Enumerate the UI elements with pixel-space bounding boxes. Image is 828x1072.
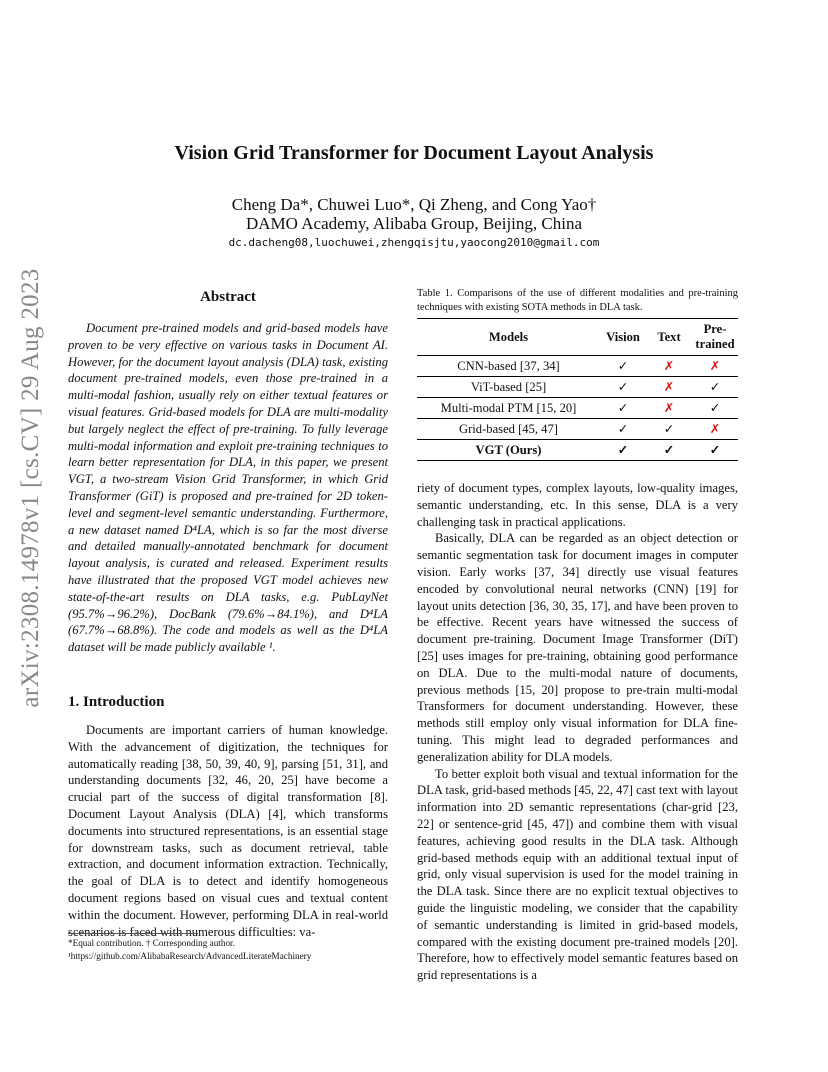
vision-mark: ✓	[600, 419, 646, 440]
emails: dc.dacheng08,luochuwei,zhengqisjtu,yaocong2010@gmail.com	[228, 236, 600, 249]
body-paragraph: Basically, DLA can be regarded as an object detection or semantic segmentation task for document images in computer vision. Early works [37, 34] directly use visual features encoded by convolutional neural networks (CNN) [19] for layout units detection [36, 30, 35, 17], and have been proven to be effective. Recent years have witnessed the success of document pre-training. Document Image Transformer (DiT) [25] uses images for pre-training, obtaining good performance on DLA. Due to the multi-modal nature of documents, previous methods [15, 20] propose to pre-train multi-modal Transformers for document understanding. However, these methods still employ only visual information for DLA fine-tuning. This might lead to degraded performances and generalization ability for DLA models.	[417, 531, 738, 764]
affiliation: DAMO Academy, Alibaba Group, Beijing, China	[245, 214, 582, 233]
comparison-table	[417, 318, 738, 461]
vision-mark: ✓	[600, 356, 646, 377]
pretrained-mark: ✗	[692, 356, 738, 377]
arxiv-sidebar	[10, 268, 52, 708]
right-column-body	[417, 480, 738, 984]
table-row	[417, 440, 738, 461]
intro-text: Documents are important carriers of human knowledge. With the advancement of digitization, the techniques for automatically reading [38, 50, 39, 40, 9], parsing [51, 31], and understanding documents [32, 46, 20, 25] have become a crucial part of the success of digital transformation [8]. Document Layout Analysis (DLA) [4], which transforms documents into structured representations, is an essential stage for downstream tasks, such as document retrieval, table extraction, and document information extraction. Technically, the goal of DLA is to detect and identify homogeneous document regions based on visual cues and textual content within the document. However, performing DLA in real-world scenarios is faced with numerous difficulties: va-	[68, 723, 388, 939]
model-name: VGT (Ours)	[417, 440, 600, 461]
table-row	[417, 419, 738, 440]
abstract-heading: Abstract	[200, 289, 256, 305]
header-vision: Vision	[600, 319, 646, 356]
pretrained-mark: ✓	[692, 440, 738, 461]
footnote-github-link[interactable]: ¹https://github.com/AlibabaResearch/AdvancedLiterateMachinery	[68, 951, 312, 961]
header-text: Text	[646, 319, 692, 356]
pretrained-mark: ✓	[692, 398, 738, 419]
vision-mark: ✓	[600, 398, 646, 419]
vision-mark: ✓	[600, 377, 646, 398]
model-name: Grid-based [45, 47]	[417, 419, 600, 440]
header-models: Models	[417, 319, 600, 356]
paper-title: Vision Grid Transformer for Document Layout Analysis	[174, 142, 654, 164]
text-mark: ✗	[646, 377, 692, 398]
table-row	[417, 398, 738, 419]
table-row	[417, 377, 738, 398]
abstract-text: Document pre-trained models and grid-based models have proven to be very effective on various tasks in Document AI. However, for the document layout analysis (DLA) task, existing document pre-trained models, even those pre-trained in a multi-modal fashion, usually rely on either textual features or visual features. Grid-based models for DLA are multi-modality but largely neglect the effect of pre-training. To fully leverage multi-modal information and exploit pre-training techniques to learn better representation for DLA, in this paper, we present VGT, a two-stream Vision Grid Transformer, in which Grid Transformer (GiT) is proposed and pre-trained for 2D token-level and segment-level semantic understanding. Furthermore, a new dataset named D⁴LA, which is so far the most diverse and detailed manually-annotated benchmark for document layout analysis, is curated and released. Experiment results have illustrated that the proposed VGT model achieves new state-of-the-art results on DLA tasks, e.g. PubLayNet (95.7%→96.2%), DocBank (79.6%→84.1%), and D⁴LA (67.7%→68.8%). The code and models as well as the D⁴LA dataset will be made publicly available ¹.	[68, 321, 388, 655]
table-row	[417, 356, 738, 377]
pretrained-mark: ✗	[692, 419, 738, 440]
text-mark: ✓	[646, 440, 692, 461]
intro-heading: 1. Introduction	[68, 694, 165, 710]
footnote-rule	[68, 933, 198, 934]
text-mark: ✗	[646, 356, 692, 377]
body-paragraph: riety of document types, complex layouts, low-quality images, semantic understanding, etc. In this sense, DLA is a very challenging task in practical applications.	[417, 481, 738, 529]
model-name: CNN-based [37, 34]	[417, 356, 600, 377]
table-caption: Table 1. Comparisons of the use of different modalities and pre-training techniques with existing SOTA methods in DLA task.	[417, 288, 738, 313]
text-mark: ✗	[646, 398, 692, 419]
footnotes	[68, 937, 398, 963]
vision-mark: ✓	[600, 440, 646, 461]
model-name: ViT-based [25]	[417, 377, 600, 398]
footnote-equal-contribution: *Equal contribution. † Corresponding author.	[68, 938, 235, 948]
header-pretrained: Pre-trained	[692, 319, 738, 356]
authors: Cheng Da*, Chuwei Luo*, Qi Zheng, and Cong Yao†	[231, 195, 597, 214]
model-name: Multi-modal PTM [15, 20]	[417, 398, 600, 419]
body-paragraph: To better exploit both visual and textual information for the DLA task, grid-based methods [45, 22, 47] cast text with layout information into 2D semantic representations (char-grid [23, 22] or sentence-grid [45, 47]) and combine them with visual features, achieving good results in the DLA task. Although grid-based methods equip with an additional textual input of grid, only visual supervision is used for the model training in the DLA task. Since there are no explicit textual objectives to guide the linguistic modeling, we consider that the capability of semantic understanding is limited in grid-based models, compared with the existing document pre-trained models [20]. Therefore, how to effectively model semantic features based on grid representations is a	[417, 766, 738, 983]
text-mark: ✓	[646, 419, 692, 440]
arxiv-id: arXiv:2308.14978v1 [cs.CV] 29 Aug 2023	[17, 268, 44, 708]
table-header-row	[417, 319, 738, 356]
pretrained-mark: ✓	[692, 377, 738, 398]
